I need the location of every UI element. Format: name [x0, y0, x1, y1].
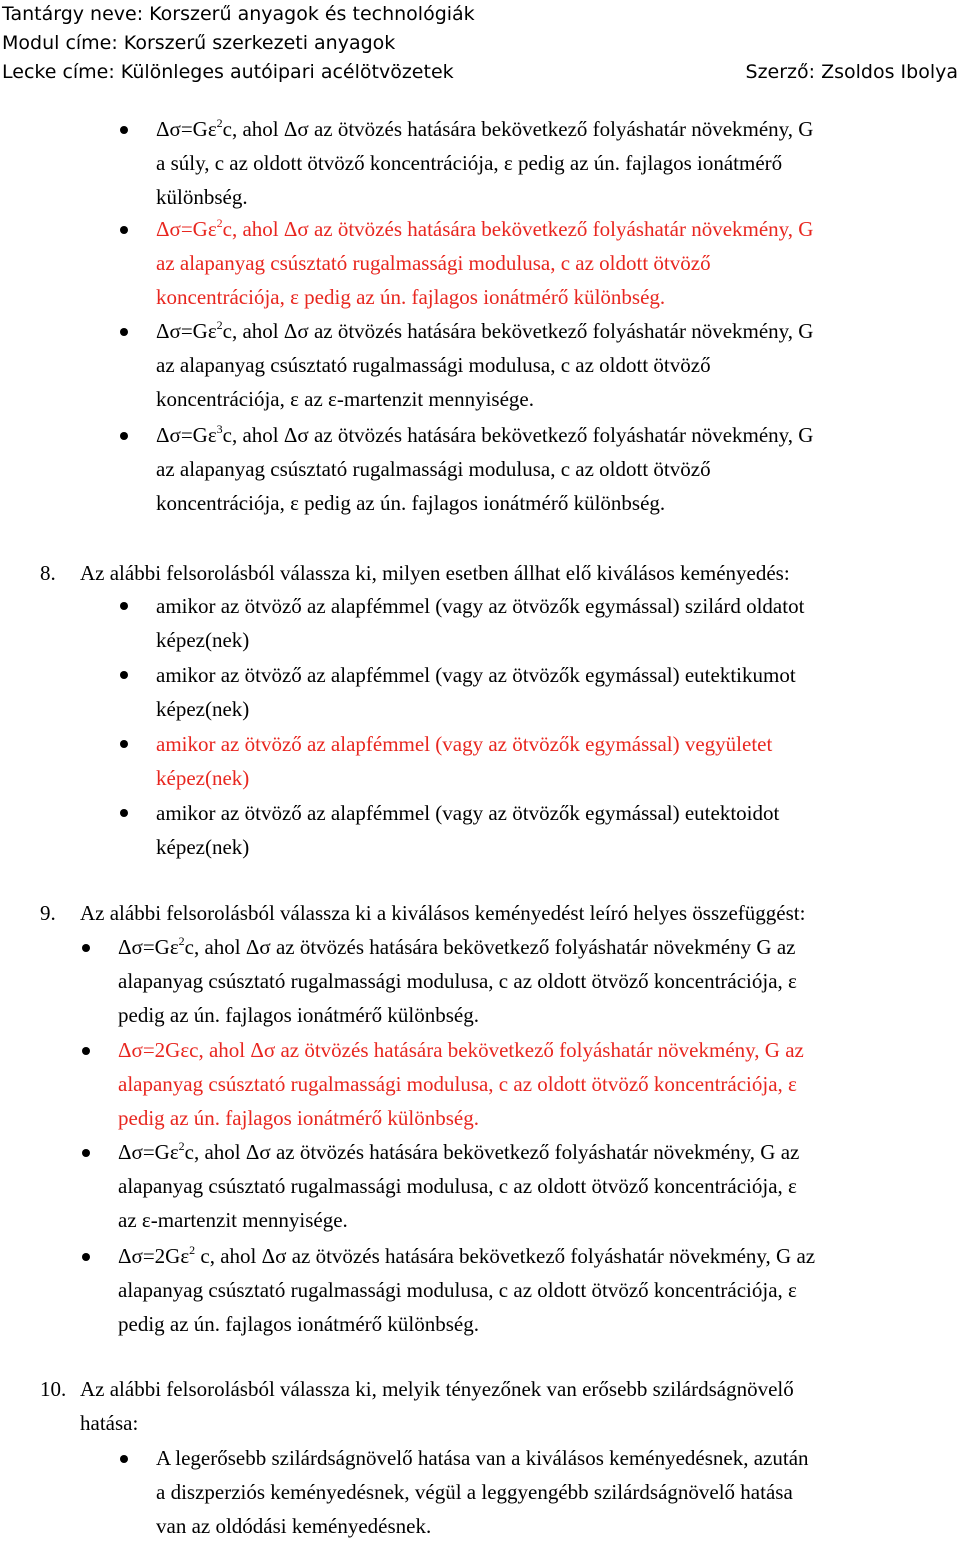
- bullet-icon: [120, 602, 128, 610]
- option-text-line2: képez(nek): [156, 697, 250, 721]
- formula-exponent: 2: [178, 1139, 185, 1153]
- bullet-icon: [82, 944, 90, 952]
- bullet-icon: [120, 226, 128, 234]
- header-row-module: [2, 29, 958, 58]
- option-text-line3: pedig az ún. fajlagos ionátmérő különbség.: [118, 1003, 479, 1027]
- option-text-line1: A legerősebb szilárdságnövelő hatása van a kiválásos keményedésnek, azután: [156, 1446, 809, 1470]
- option-text-line2: alapanyag csúsztató rugalmassági modulusa, c az oldott ötvöző koncentrációja, ε: [118, 1072, 797, 1096]
- bullet-icon: [120, 1455, 128, 1463]
- lesson-title: Lecke címe: Különleges autóipari acélötvözetek: [2, 61, 454, 83]
- option-text-line3: koncentrációja, ε pedig az ún. fajlagos ionátmérő különbség.: [156, 285, 666, 309]
- option-text-line2: alapanyag csúsztató rugalmassági modulusa, c az oldott ötvöző koncentrációja, ε: [118, 969, 797, 993]
- question-number: 10.: [40, 1377, 67, 1401]
- option-text-line3: pedig az ún. fajlagos ionátmérő különbség.: [118, 1106, 479, 1130]
- option-text-line2: az alapanyag csúsztató rugalmassági modulusa, c az oldott ötvöző: [156, 457, 711, 481]
- option-text-line3: pedig az ún. fajlagos ionátmérő különbség.: [118, 1312, 479, 1336]
- bullet-icon: [120, 328, 128, 336]
- option-text-line1: amikor az ötvöző az alapfémmel (vagy az ötvözők egymással) eutektikumot: [156, 663, 796, 687]
- question-text: Az alábbi felsorolásból válassza ki a kiválásos keményedést leíró helyes összefüggést:: [80, 901, 806, 925]
- formula-exponent: 2: [189, 1243, 196, 1257]
- option-text-line1: c, ahol Δσ az ötvözés hatására bekövetkező folyáshatár növekmény, G: [222, 217, 814, 241]
- option-text-line3: koncentrációja, ε az ε-martenzit mennyisége.: [156, 387, 534, 411]
- formula-lead: Δσ=Gε: [156, 117, 217, 141]
- option-text-line2: képez(nek): [156, 628, 250, 652]
- option-text-line3: különbség.: [156, 185, 248, 209]
- page-header: [2, 0, 958, 87]
- formula-lead: Δσ=2Gε: [118, 1244, 190, 1268]
- header-row-lesson: [2, 58, 958, 87]
- question-text-line2: hatása:: [80, 1411, 139, 1435]
- option-text-line1: amikor az ötvöző az alapfémmel (vagy az ötvözők egymással) eutektoidot: [156, 801, 780, 825]
- option-text-line2: alapanyag csúsztató rugalmassági modulusa, c az oldott ötvöző koncentrációja, ε: [118, 1278, 797, 1302]
- option-text-line3: az ε-martenzit mennyisége.: [118, 1208, 348, 1232]
- formula-exponent: 2: [216, 318, 223, 332]
- option-text-line1: c, ahol Δσ az ötvözés hatására bekövetkező folyáshatár növekmény, G az: [184, 1140, 800, 1164]
- formula-exponent: 3: [216, 422, 223, 436]
- option-text-line3: van az oldódási keményedésnek.: [156, 1514, 432, 1538]
- option-text-line1: amikor az ötvöző az alapfémmel (vagy az ötvözők egymással) szilárd oldatot: [156, 594, 805, 618]
- module-title: Modul címe: Korszerű szerkezeti anyagok: [2, 32, 396, 54]
- option-text-line2: alapanyag csúsztató rugalmassági modulusa, c az oldott ötvöző koncentrációja, ε: [118, 1174, 797, 1198]
- bullet-icon: [82, 1253, 90, 1261]
- formula-lead: Δσ=Gε: [156, 423, 217, 447]
- bullet-icon: [120, 740, 128, 748]
- option-text-line1: c, ahol Δσ az ötvözés hatására bekövetkező folyáshatár növekmény, G az: [195, 1244, 816, 1268]
- question-number: 9.: [40, 901, 56, 925]
- bullet-icon: [120, 671, 128, 679]
- option-text-line1: amikor az ötvöző az alapfémmel (vagy az ötvözők egymással) vegyületet: [156, 732, 773, 756]
- option-text-line2: képez(nek): [156, 835, 250, 859]
- bullet-icon: [82, 1149, 90, 1157]
- formula-lead: Δσ=2Gεc, ahol Δσ az ötvözés hatására bekövetkező folyáshatár növekmény, G az: [118, 1038, 804, 1062]
- option-text-line1: c, ahol Δσ az ötvözés hatására bekövetkező folyáshatár növekmény G az: [184, 935, 796, 959]
- formula-exponent: 2: [216, 216, 223, 230]
- option-text-line3: koncentrációja, ε pedig az ún. fajlagos ionátmérő különbség.: [156, 491, 666, 515]
- option-text-line2: a súly, c az oldott ötvöző koncentrációja, ε pedig az ún. fajlagos ionátmérő: [156, 151, 783, 175]
- option-text-line2: az alapanyag csúsztató rugalmassági modulusa, c az oldott ötvöző: [156, 251, 711, 275]
- author-name: Szerző: Zsoldos Ibolya: [745, 61, 958, 83]
- option-text-line1: c, ahol Δσ az ötvözés hatására bekövetkező folyáshatár növekmény, G: [222, 319, 814, 343]
- option-text-line2: az alapanyag csúsztató rugalmassági modulusa, c az oldott ötvöző: [156, 353, 711, 377]
- formula-exponent: 2: [216, 116, 223, 130]
- option-text-line2: a diszperziós keményedésnek, végül a leggyengébb szilárdságnövelő hatása: [156, 1480, 793, 1504]
- question-number: 8.: [40, 561, 56, 585]
- bullet-icon: [82, 1047, 90, 1055]
- option-text-line1: c, ahol Δσ az ötvözés hatására bekövetkező folyáshatár növekmény, G: [222, 423, 814, 447]
- formula-lead: Δσ=Gε: [156, 319, 217, 343]
- bullet-icon: [120, 126, 128, 134]
- header-row-subject: [2, 0, 958, 29]
- formula-lead: Δσ=Gε: [118, 935, 179, 959]
- formula-lead: Δσ=Gε: [118, 1140, 179, 1164]
- subject-title: Tantárgy neve: Korszerű anyagok és technológiák: [2, 3, 475, 25]
- formula-exponent: 2: [178, 934, 185, 948]
- question-text-line1: Az alábbi felsorolásból válassza ki, melyik tényezőnek van erősebb szilárdságnövelő: [80, 1377, 794, 1401]
- bullet-icon: [120, 809, 128, 817]
- question-text: Az alábbi felsorolásból válassza ki, milyen esetben állhat elő kiválásos keményedés:: [80, 561, 790, 585]
- option-text-line2: képez(nek): [156, 766, 250, 790]
- bullet-icon: [120, 432, 128, 440]
- option-text-line1: c, ahol Δσ az ötvözés hatására bekövetkező folyáshatár növekmény, G: [222, 117, 814, 141]
- formula-lead: Δσ=Gε: [156, 217, 217, 241]
